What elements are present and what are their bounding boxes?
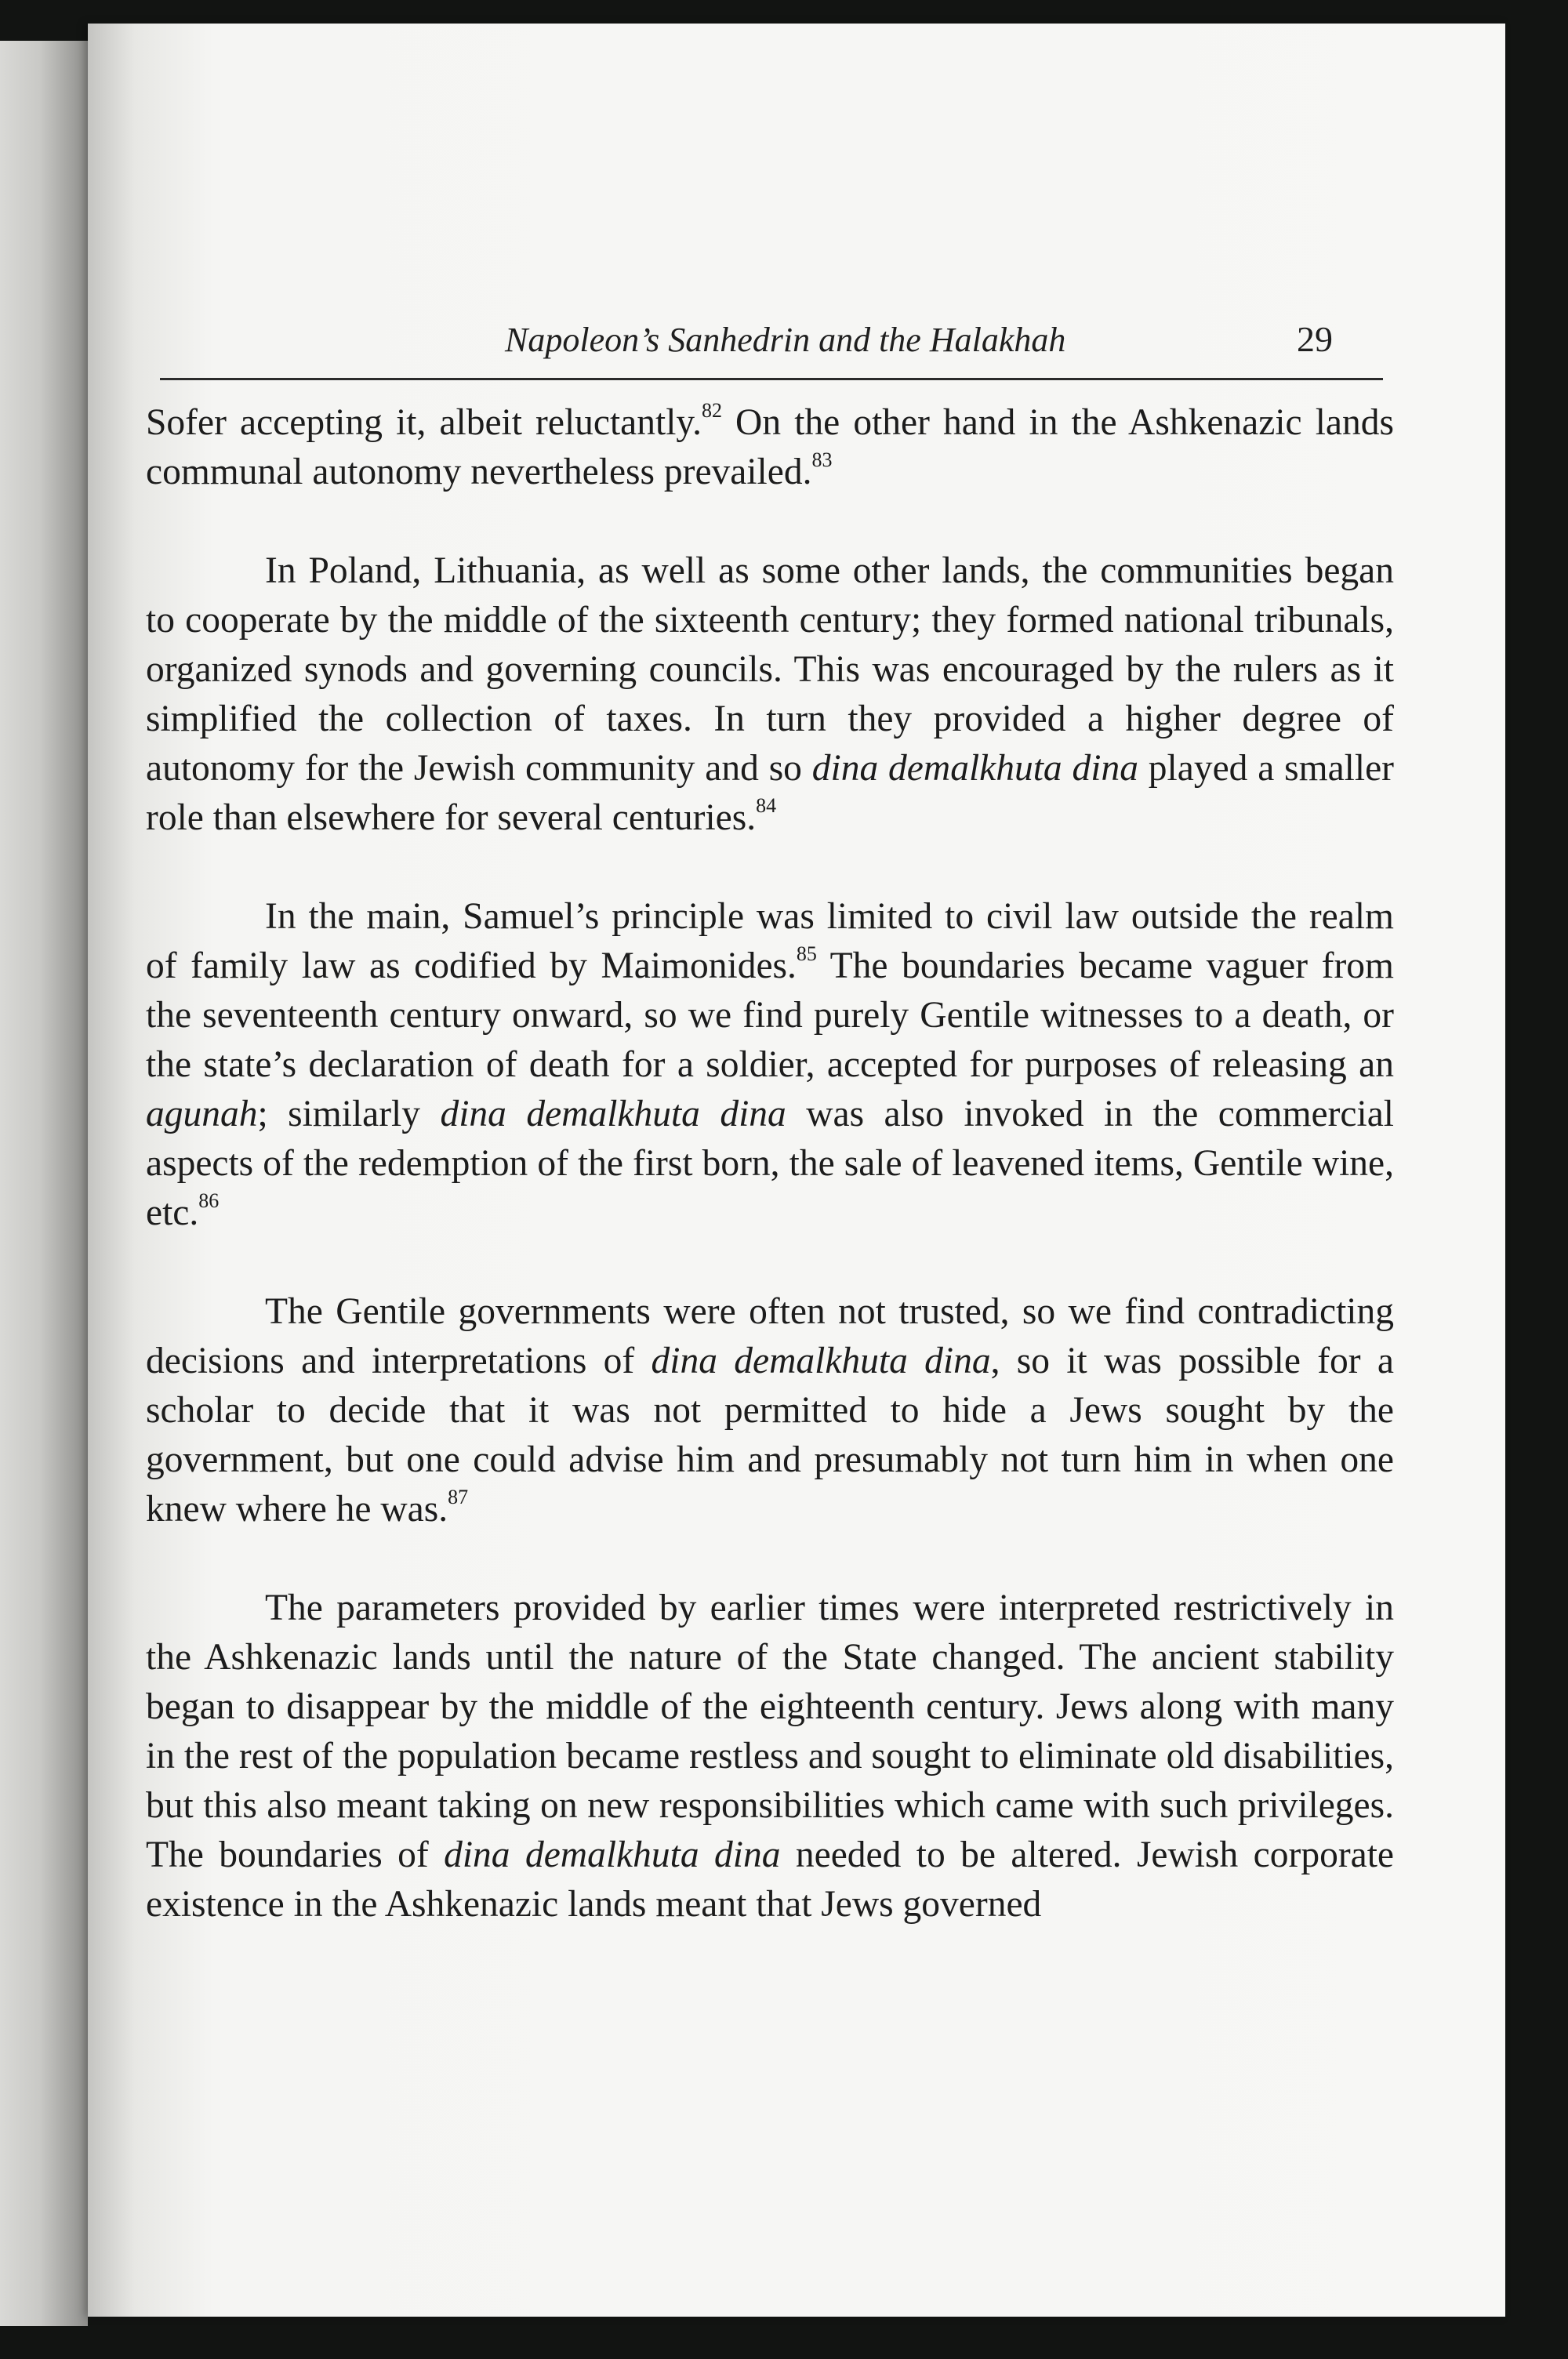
text-segment: On the other hand in the Ashkenazic lands communal autonomy nevertheless prevailed. xyxy=(146,402,1394,492)
text-segment: , so it was possible for a scholar to decide that it was not permitted to hide a Jews sought by the government, but one could advise him and presumably not turn him in when one knew where he was. xyxy=(146,1341,1394,1530)
running-title: Napoleon’s Sanhedrin and the Halakhah xyxy=(505,321,1066,359)
paragraph-2 xyxy=(146,546,1394,843)
text-segment: In Poland, Lithuania, as well as some other lands, the communities began to cooperate by the middle of the sixteenth century; they formed national tribunals, organized synods and governing councils. This was encouraged by the rulers as it simplified the collection of taxes. In turn they provided a higher degree of autonomy for the Jewish community and so xyxy=(146,550,1394,789)
book-page xyxy=(88,24,1505,2317)
italic-term: dina demalkhuta dina xyxy=(651,1341,991,1381)
footnote-marker: 87 xyxy=(448,1486,469,1508)
text-segment: The boundaries became vaguer from the seventeenth century onward, so we find purely Gentile witnesses to a death, or the state’s declaration of death for a soldier, accepted for purposes of releasing an xyxy=(146,945,1394,1085)
paragraph-1 xyxy=(146,398,1394,497)
text-segment: In the main, Samuel’s principle was limited to civil law outside the realm of family law as codified by Maimonides. xyxy=(146,896,1394,986)
text-segment: played a smaller role than elsewhere for several centuries. xyxy=(146,748,1394,838)
text-segment: The parameters provided by earlier times were interpreted restrictively in the Ashkenazic lands until the nature of the State changed. The ancient stability began to disappear by the middle of the eighteenth century. Jews along with many in the rest of the population became restless and sought to eliminate old disabilities, but this also meant taking on new responsibilities which came with such privileges. The boundaries of xyxy=(146,1588,1394,1875)
text-segment: was also invoked in the commercial aspects of the redemption of the first born, the sale of leavened items, Gentile wine, etc. xyxy=(146,1094,1394,1233)
page-number: 29 xyxy=(1297,319,1333,359)
italic-term: dina demalkhuta dina xyxy=(444,1835,781,1875)
body-text xyxy=(146,398,1394,1929)
book-edge xyxy=(0,41,88,2326)
footnote-marker: 82 xyxy=(701,399,722,422)
text-segment: ; similarly xyxy=(257,1094,441,1134)
italic-term: dina demalkhuta dina xyxy=(440,1094,786,1134)
italic-term: agunah xyxy=(146,1094,258,1134)
paragraph-4 xyxy=(146,1287,1394,1534)
footnote-marker: 85 xyxy=(796,942,817,965)
paragraph-5 xyxy=(146,1584,1394,1929)
text-segment: Sofer accepting it, albeit reluctantly. xyxy=(146,402,702,443)
footnote-marker: 84 xyxy=(756,794,777,817)
footnote-marker: 83 xyxy=(811,448,833,471)
footnote-marker: 86 xyxy=(198,1189,220,1212)
text-segment: The Gentile governments were often not trusted, so we find contradicting decisions and interpretations of xyxy=(146,1291,1394,1381)
paragraph-3 xyxy=(146,892,1394,1238)
running-header xyxy=(160,303,1383,380)
italic-term: dina demalkhuta dina xyxy=(811,748,1138,789)
text-segment: needed to be altered. Jewish corporate existence in the Ashkenazic lands meant that Jews governed xyxy=(146,1835,1394,1925)
